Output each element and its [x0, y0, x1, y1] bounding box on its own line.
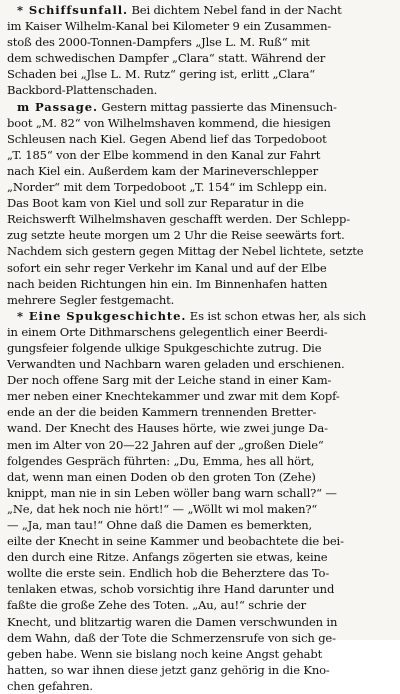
line-text: Verwandten und Nachbarn waren geladen und erschienen. — [7, 357, 345, 372]
line-text: dem schwedischen Dampfer „Clara“ statt. Während der — [7, 51, 326, 66]
line-text: wand. Der Knecht des Hauses hörte, wie zwei junge Da- — [7, 421, 328, 436]
text-line — [7, 324, 395, 340]
text-line — [7, 646, 395, 662]
text-line — [7, 517, 395, 533]
line-text: dem Wahn, daß der Tote die Schmerzensrufe von sich ge- — [7, 630, 336, 645]
line-text: zug setzte heute morgen um 2 Uhr die Reise seewärts fort. — [7, 228, 345, 243]
line-text: Backbord-Plattenschaden. — [7, 83, 158, 98]
line-text: tenlaken etwas, schob vorsichtig ihre Hand darunter und — [7, 582, 335, 597]
line-text: ende an der die beiden Kammern trennenden Bretter- — [7, 405, 317, 420]
text-line — [7, 82, 395, 98]
line-text: knippt, man nie in sin Leben wöller bang warn schall?“ — — [7, 485, 337, 500]
text-line — [7, 34, 395, 50]
text-line — [7, 469, 395, 485]
text-line — [7, 99, 395, 115]
line-text: boot „M. 82“ von Wilhelmshaven kommend, die hiesigen — [7, 115, 331, 130]
text-line — [7, 420, 395, 436]
text-line — [7, 2, 395, 18]
text-line — [7, 372, 395, 388]
text-line — [7, 356, 395, 372]
line-text: Schleusen nach Kiel. Gegen Abend lief das Torpedoboot — [7, 131, 327, 146]
line-text: „T. 185“ von der Elbe kommend in den Kanal zur Fahrt — [7, 147, 321, 162]
line-text: im Kaiser Wilhelm-Kanal bei Kilometer 9 ein Zusammen- — [7, 19, 332, 34]
line-text: mer neben einer Knechtekammer und zwar mit dem Kopf- — [7, 389, 340, 404]
text-line — [7, 662, 395, 678]
article-heading: m Passage. — [17, 99, 98, 114]
line-text: geben habe. Wenn sie bislang noch keine Angst gehabt — [7, 646, 323, 661]
line-text: dat, wenn man einen Doden ob den groten Ton (Zehe) — [7, 469, 316, 484]
text-line — [7, 340, 395, 356]
line-text: nach Kiel ein. Außerdem kam der Marineverschlepper — [7, 163, 318, 178]
line-text: Es ist schon etwas her, als sich — [186, 308, 366, 323]
line-text: gungsfeier folgende ulkige Spukgeschichte zutrug. Die — [7, 340, 322, 355]
text-line — [7, 227, 395, 243]
line-text: Reichswerft Wilhelmshaven geschafft werden. Der Schlepp- — [7, 212, 351, 227]
line-text: stoß des 2000-Tonnen-Dampfers „Jlse L. M. Ruß“ mit — [7, 35, 310, 50]
article-heading: * Eine Spukgeschichte. — [17, 308, 187, 323]
text-line — [7, 50, 395, 66]
line-text: sofort ein sehr reger Verkehr im Kanal und auf der Elbe — [7, 260, 327, 275]
line-text: Das Boot kam von Kiel und soll zur Reparatur in die — [7, 196, 304, 211]
text-line — [7, 485, 395, 501]
line-text: Bei dichtem Nebel fand in der Nacht — [127, 3, 342, 17]
line-text: in einem Orte Dithmarschens gelegentlich einer Beerdi- — [7, 324, 328, 339]
line-text: Der noch offene Sarg mit der Leiche stand in einer Kam- — [7, 373, 332, 388]
text-line — [7, 260, 395, 276]
text-line — [7, 131, 395, 147]
line-text: men im Alter von 20—22 Jahren auf der „großen Diele“ — [7, 437, 324, 452]
text-line — [7, 614, 395, 630]
text-line — [7, 163, 395, 179]
text-line — [7, 630, 395, 646]
text-line — [7, 581, 395, 597]
text-line — [7, 18, 395, 34]
line-text: „Norder“ mit dem Torpedoboot „T. 154“ im Schlepp ein. — [7, 180, 327, 195]
text-line — [7, 195, 395, 211]
text-line — [7, 211, 395, 227]
line-text: Schaden bei „Jlse L. M. Rutz“ gering ist, erlitt „Clara“ — [7, 67, 316, 82]
text-line — [7, 565, 395, 581]
line-text: Nachdem sich gestern gegen Mittag der Nebel lichtete, setzte — [7, 244, 364, 259]
line-text: folgendes Gespräch führten: „Du, Emma, hes all hört, — [7, 453, 315, 468]
text-line — [7, 437, 395, 453]
line-text: wollte die erste sein. Endlich hob die Beherztere das To- — [7, 566, 330, 581]
text-line — [7, 678, 395, 694]
line-text: Knecht, und blitzartig waren die Damen verschwunden in — [7, 614, 338, 629]
text-line — [7, 66, 395, 82]
text-column — [7, 2, 395, 694]
line-text: „Ne, dat hek noch nie hört!“ — „Wöllt wi mol maken?“ — [7, 501, 318, 516]
line-text: eilte der Knecht in seine Kammer und beobachtete die bei- — [7, 534, 344, 549]
text-line — [7, 292, 395, 308]
line-text: faßte die große Zehe des Toten. „Au, au!“ schrie der — [7, 598, 307, 613]
text-line — [7, 179, 395, 195]
text-line — [7, 308, 395, 324]
line-text: den durch eine Ritze. Anfangs zögerten sie etwas, keine — [7, 550, 328, 565]
text-line — [7, 276, 395, 292]
line-text: Gestern mittag passierte das Minensuch- — [97, 99, 337, 114]
line-text: hatten, so war ihnen diese jetzt ganz gehörig in die Kno- — [7, 662, 330, 677]
line-text: mehrere Segler festgemacht. — [7, 292, 175, 307]
text-line — [7, 404, 395, 420]
text-line — [7, 453, 395, 469]
text-line — [7, 549, 395, 565]
text-line — [7, 388, 395, 404]
text-line — [7, 147, 395, 163]
article-heading: * Schiffsunfall. — [17, 3, 128, 17]
text-line — [7, 115, 395, 131]
text-line — [7, 501, 395, 517]
text-line — [7, 597, 395, 613]
line-text: nach beiden Richtungen hin ein. Im Binnenhafen hatten — [7, 276, 328, 291]
text-line — [7, 533, 395, 549]
line-text: — „Ja, man tau!“ Ohne daß die Damen es bemerkten, — [7, 518, 313, 532]
line-text: chen gefahren. — [7, 678, 93, 693]
text-line — [7, 243, 395, 259]
